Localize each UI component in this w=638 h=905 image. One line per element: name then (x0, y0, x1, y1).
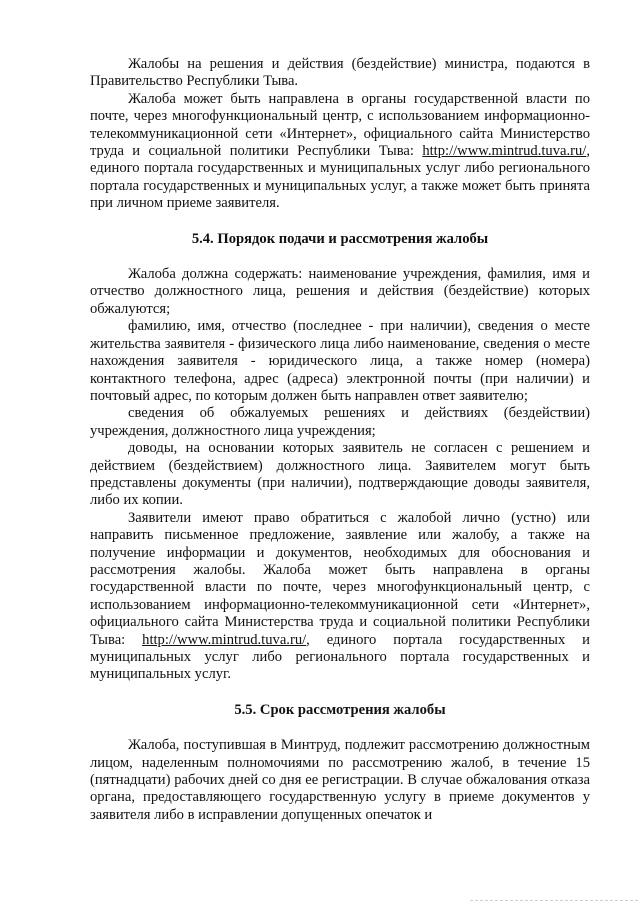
paragraph-complaint-channels (90, 91, 590, 213)
mintrud-link[interactable]: http://www.mintrud.tuva.ru/ (422, 143, 587, 160)
paragraph-complaint-contents: Жалоба должна содержать: наименование учреждения, фамилия, имя и отчество должностного лица, решения и действия (бездействие) которых обжалуются; (90, 266, 590, 317)
paragraph-applicant-details: фамилию, имя, отчество (последнее - при наличии), сведения о месте жительства заявителя - физического лица либо наименование, сведения о месте нахождения заявителя - юридического лица, а также номер (номера) контактного телефона, адрес (адреса) электронной почты (при наличии) и почтовый адрес, по которым должен быть направлен ответ заявителю; (90, 318, 590, 404)
paragraph-arguments: доводы, на основании которых заявитель не согласен с решением и действием (бездействием) должностного лица. Заявителем могут быть представлены документы (при наличии), подтверждающие доводы заявителя, либо их копии. (90, 440, 590, 509)
spacer (90, 719, 590, 737)
paragraph-applicant-rights (90, 510, 590, 684)
paragraph-applicant-rights-text: Заявители имеют право обратиться с жалобой лично (устно) или направить письменное предложение, заявление или жалобу, а также на получение информации и документов, необходимых для обоснования и рассмотрения жалобы. Жалоба может быть направлена в органы государственной власти по почте, через многофункциональный центр, с использованием информационно-телекоммуникационной сети «Интернет», официального сайта Министерства труда и социальной политики Республики Тыва: (90, 509, 590, 648)
document-body (90, 56, 590, 824)
page-bottom-rule (470, 900, 638, 901)
section-5-5-heading: 5.5. Срок рассмотрения жалобы (234, 701, 446, 718)
section-5-4-heading: 5.4. Порядок подачи и рассмотрения жалобы (191, 230, 489, 247)
paragraph-review-period: Жалоба, поступившая в Минтруд, подлежит рассмотрению должностным лицом, наделенным полномочиями по рассмотрению жалоб, в течение 15 (пятнадцати) рабочих дней со дня ее регистрации. В случае обжалования отказа органа, предоставляющего государственную услугу в приеме документов у заявителя либо в исправлении допущенных опечаток и (90, 737, 590, 823)
spacer (90, 248, 590, 266)
paragraph-complaint-channels-text: Жалоба может быть направлена в органы государственной власти по почте, через многофункциональный центр, с использованием информационно-телекоммуникационной сети «Интернет», официального сайта Министерство труда и социальной политики Республики Тыва: (90, 90, 590, 160)
spacer (90, 213, 590, 231)
paragraph-complaint-channels-tail: , единого портала государственных и муниципальных услуг либо регионального портала государственных и муниципальных услуг, а также может быть принята при личном приеме заявителя. (90, 143, 590, 212)
spacer (90, 684, 590, 702)
paragraph-appealed-decisions: сведения об обжалуемых решениях и действиях (бездействии) учреждения, должностного лица учреждения; (90, 405, 590, 439)
paragraph-applicant-rights-tail: , единого портала государственных и муниципальных услуг либо регионального портала государственных и муниципальных услуг. (90, 631, 590, 683)
mintrud-link-2[interactable]: http://www.mintrud.tuva.ru/ (142, 631, 307, 648)
paragraph-complaints-minister: Жалобы на решения и действия (бездействие) министра, подаются в Правительство Республики Тыва. (90, 56, 590, 90)
